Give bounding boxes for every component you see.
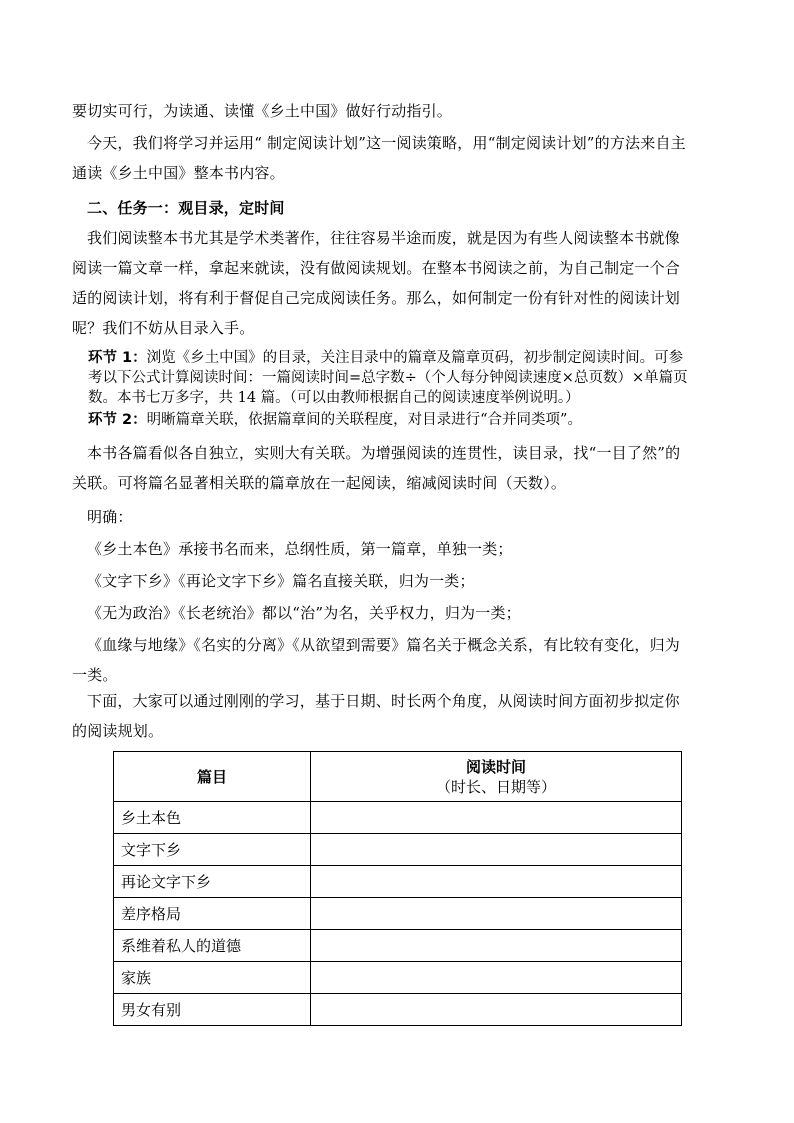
chapter-name: 文字下乡 [114, 834, 311, 866]
header-chapter: 篇目 [114, 752, 311, 802]
paragraph-group-3: 《无为政治》《长老统治》都以“治”为名，关乎权力，归为一类； [87, 604, 521, 622]
paragraph-group-4: 《血缘与地缘》《名实的分离》《从欲望到需要》篇名关于概念关系，有比较有变化，归为一类。 [72, 636, 681, 684]
table-row [114, 994, 682, 1026]
header-reading-time [311, 752, 682, 802]
paragraph-clarify: 明确： [87, 508, 133, 526]
table-header-row [114, 752, 682, 802]
paragraph-intro-end: 要切实可行，为读通、读懂《乡土中国》做好行动指引。 [72, 102, 453, 120]
section-heading: 二、任务一：观目录，定时间 [87, 199, 285, 217]
paragraph-today: 今天，我们将学习并运用“ 制定阅读计划”这一阅读策略，用“制定阅读计划”的方法来自主通读《乡土中国》整本书内容。 [72, 134, 686, 182]
step-2-text: 明晰篇章关联，依据篇章间的关联程度，对目录进行“合并同类项”。 [146, 412, 582, 428]
chapter-name: 家族 [114, 962, 311, 994]
reading-time-cell[interactable] [311, 994, 682, 1026]
reading-time-cell[interactable] [311, 898, 682, 930]
table-row [114, 930, 682, 962]
chapter-name: 乡土本色 [114, 802, 311, 834]
step-1 [88, 348, 688, 408]
reading-time-cell[interactable] [311, 930, 682, 962]
reading-time-cell[interactable] [311, 802, 682, 834]
table-row [114, 898, 682, 930]
table-row [114, 802, 682, 834]
table-row [114, 834, 682, 866]
chapter-name: 系维着私人的道德 [114, 930, 311, 962]
paragraph-next: 下面，大家可以通过刚刚的学习，基于日期、时长两个角度，从阅读时间方面初步拟定你的阅读规划。 [72, 692, 680, 740]
step-1-text: 浏览《乡土中国》的目录，关注目录中的篇章及篇章页码，初步制定阅读时间。可参考以下公式计算阅读时间：一篇阅读时间=总字数÷（个人每分钟阅读速度×总页数）×单篇页数。本书七万多字，共 14 篇。（可以由教师根据自己的阅读速度举例说明。） [88, 350, 688, 406]
chapter-name: 男女有别 [114, 994, 311, 1026]
reading-plan-table [113, 751, 682, 1026]
step-2 [88, 410, 688, 430]
table-row [114, 866, 682, 898]
step-2-label: 环节 2： [88, 412, 147, 428]
header-reading-time-sub: （时长、日期等） [435, 777, 556, 796]
table-row [114, 962, 682, 994]
paragraph-reading-plan: 我们阅读整本书尤其是学术类著作，往往容易半途而废，就是因为有些人阅读整本书就像阅读一篇文章一样，拿起来就读，没有做阅读规划。在整本书阅读之前，为自己制定一个合适的阅读计划，将有利于督促自己完成阅读任务。那么，如何制定一份有针对性的阅读计划呢？我们不妨从目录入手。 [72, 229, 681, 337]
reading-time-cell[interactable] [311, 866, 682, 898]
paragraph-group-2: 《文字下乡》《再论文字下乡》篇名直接关联，归为一类； [87, 572, 475, 590]
paragraph-group-1: 《乡土本色》承接书名而来，总纲性质，第一篇章，单独一类； [87, 540, 513, 558]
chapter-name: 再论文字下乡 [114, 866, 311, 898]
header-reading-time-label: 阅读时间 [465, 757, 526, 776]
chapter-name: 差序格局 [114, 898, 311, 930]
reading-time-cell[interactable] [311, 962, 682, 994]
reading-time-cell[interactable] [311, 834, 682, 866]
paragraph-relations: 本书各篇看似各自独立，实则大有关联。为增强阅读的连贯性，读目录，找“一目了然”的关联。可将篇名显著相关联的篇章放在一起阅读，缩减阅读时间（天数）。 [72, 444, 681, 492]
step-1-label: 环节 1： [88, 350, 147, 366]
